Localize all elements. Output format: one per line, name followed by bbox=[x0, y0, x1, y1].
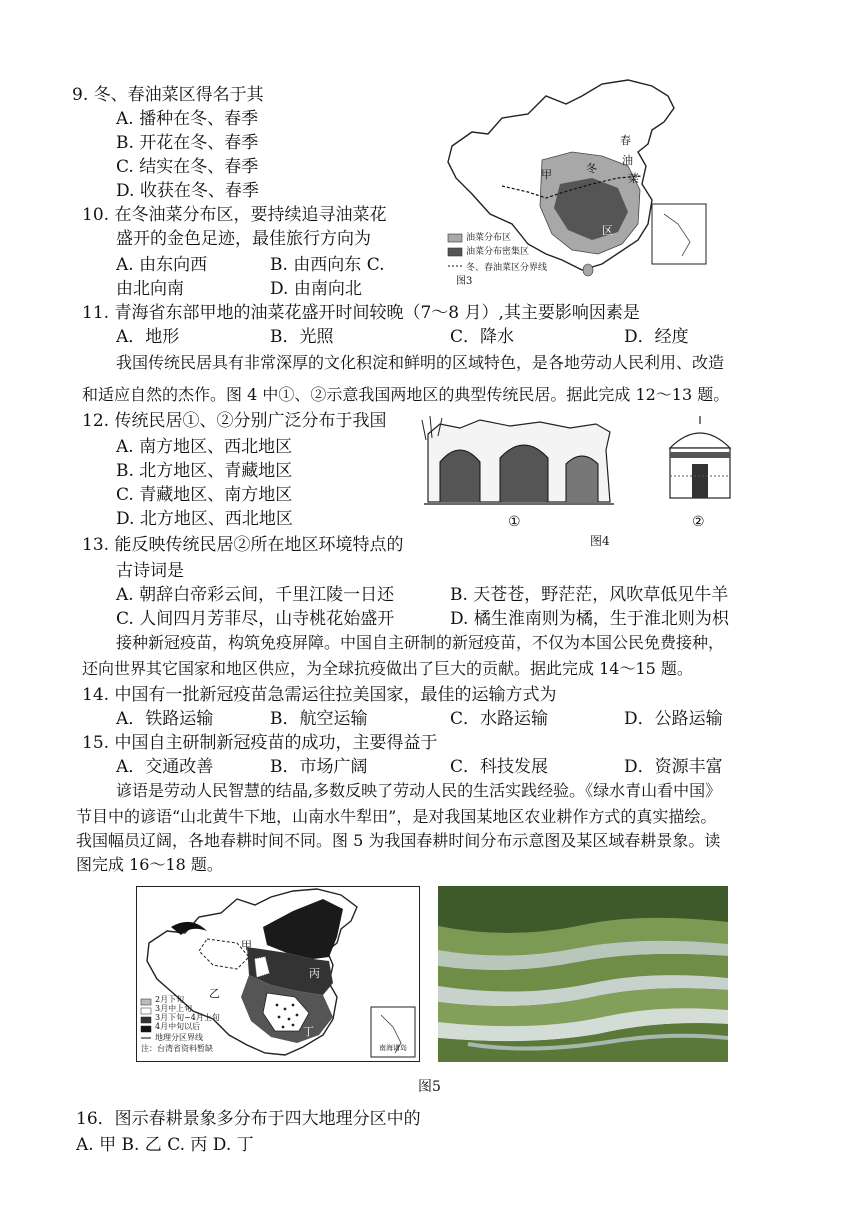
intro-16-18-line4: 图完成 16～18 题。 bbox=[76, 855, 223, 874]
fig4-label-1: ① bbox=[508, 514, 521, 530]
q10-option-b-c: B. 由西向东 C. bbox=[270, 255, 385, 275]
q14-option-d: D．公路运输 bbox=[624, 709, 723, 729]
terraced-fields-photo bbox=[438, 886, 728, 1062]
fig3-label-you: 油 bbox=[622, 154, 633, 167]
fig5-inset-label: 南海诸岛 bbox=[379, 1044, 407, 1052]
intro-12-13-line2: 和适应自然的杰作。图 4 中①、②示意我国两地区的典型传统民居。据此完成 12～13 题。 bbox=[82, 385, 730, 404]
q15-option-a: A．交通改善 bbox=[116, 757, 214, 777]
q13-option-a: A. 朝辞白帝彩云间，千里江陵一日还 bbox=[116, 585, 395, 605]
q13-stem-line1: 13. 能反映传统民居②所在地区环境特点的 bbox=[82, 535, 404, 555]
q16-options: A. 甲 B. 乙 C. 丙 D. 丁 bbox=[76, 1135, 254, 1155]
q11-option-c: C．降水 bbox=[450, 327, 515, 347]
q14-option-b: B．航空运输 bbox=[270, 709, 368, 729]
fig5-label-ding: 丁 bbox=[303, 1025, 314, 1038]
intro-14-15-line1: 接种新冠疫苗，构筑免疫屏障。中国自主研制的新冠疫苗，不仅为本国公民免费接种， bbox=[116, 633, 725, 652]
fig5-label-jia: 甲 bbox=[241, 939, 252, 952]
q13-stem-line2: 古诗词是 bbox=[116, 561, 184, 581]
fig5-legend-1: 2月下旬 bbox=[155, 995, 185, 1004]
fig4-label-2: ② bbox=[692, 514, 705, 530]
fig5-legend-3: 3月下旬~4月上旬 bbox=[155, 1013, 220, 1022]
q16-stem: 16．图示春耕景象多分布于四大地理分区中的 bbox=[76, 1109, 421, 1129]
figure-4 bbox=[420, 410, 740, 550]
q10-option-c: 由北向南 bbox=[116, 279, 184, 299]
q9-option-c: C. 结实在冬、春季 bbox=[116, 157, 259, 177]
q14-stem: 14. 中国有一批新冠疫苗急需运往拉美国家，最佳的运输方式为 bbox=[82, 685, 557, 705]
intro-16-18-line2: 节目中的谚语“山北黄牛下地，山南水牛犁田”，是对我国某地区农业耕作方式的真实描绘。 bbox=[76, 807, 717, 826]
fig3-label-cai: 菜 bbox=[628, 172, 639, 185]
q14-option-c: C．水路运输 bbox=[450, 709, 549, 729]
q14-option-a: A．铁路运输 bbox=[116, 709, 214, 729]
fig5-legend-5: 地理分区界线 bbox=[155, 1033, 203, 1042]
q11-option-a: A．地形 bbox=[116, 327, 180, 347]
q10-stem-line2: 盛开的金色足迹，最佳旅行方向为 bbox=[116, 229, 371, 249]
q10-option-a: A. 由东向西 bbox=[116, 255, 208, 275]
q10-stem-line1: 10. 在冬油菜分布区，要持续追寻油菜花 bbox=[82, 205, 387, 225]
q13-option-b: B. 天苍苍，野茫茫，风吹草低见牛羊 bbox=[450, 585, 729, 605]
fig5-legend-note: 注：台湾省资料暂缺 bbox=[141, 1044, 213, 1053]
fig3-label-qu: 区 bbox=[602, 224, 613, 237]
fig4-caption: 图4 bbox=[590, 534, 610, 548]
q12-option-a: A. 南方地区、西北地区 bbox=[116, 437, 293, 457]
fig3-label-chun: 春 bbox=[620, 134, 631, 147]
fig5-label-yi: 乙 bbox=[209, 987, 220, 1000]
q10-option-d: D. 由南向北 bbox=[270, 279, 362, 299]
q12-option-b: B. 北方地区、青藏地区 bbox=[116, 461, 293, 481]
q15-option-c: C．科技发展 bbox=[450, 757, 549, 777]
fig5-label-bing: 丙 bbox=[309, 967, 320, 980]
fig3-label-jia: 甲 bbox=[541, 168, 552, 181]
fig3-legend-dense: 油菜分布密集区 bbox=[466, 247, 530, 257]
intro-16-18-line3: 我国幅员辽阔，各地春耕时间不同。图 5 为我国春耕时间分布示意图及某区域春耕景象。读 bbox=[76, 831, 721, 850]
terraced-fields-image bbox=[438, 886, 728, 1062]
figure-3-map bbox=[442, 74, 714, 286]
fig5-legend-4: 4月中旬以后 bbox=[155, 1022, 201, 1031]
q9-stem: 9. 冬、春油菜区得名于其 bbox=[72, 85, 264, 105]
q15-stem: 15. 中国自主研制新冠疫苗的成功，主要得益于 bbox=[82, 733, 438, 753]
q12-option-d: D. 北方地区、西北地区 bbox=[116, 509, 293, 529]
q9-option-d: D. 收获在冬、春季 bbox=[116, 181, 259, 201]
fig5-caption: 图5 bbox=[418, 1079, 441, 1095]
fig5-legend-2: 3月中上旬 bbox=[155, 1004, 193, 1013]
q9-option-a: A. 播种在冬、春季 bbox=[116, 109, 259, 129]
yurt-drawing bbox=[660, 410, 740, 510]
q11-option-b: B．光照 bbox=[270, 327, 334, 347]
q11-option-d: D．经度 bbox=[624, 327, 689, 347]
q15-option-d: D．资源丰富 bbox=[624, 757, 723, 777]
fig3-label-dong: 冬 bbox=[586, 162, 597, 175]
q13-option-c: C. 人间四月芳菲尽，山寺桃花始盛开 bbox=[116, 609, 395, 629]
fig3-legend-distribution: 油菜分布区 bbox=[466, 233, 512, 243]
intro-14-15-line2: 还向世界其它国家和地区供应，为全球抗疫做出了巨大的贡献。据此完成 14～15 题。 bbox=[82, 659, 693, 678]
intro-12-13-line1: 我国传统民居具有非常深厚的文化积淀和鲜明的区域特色，是各地劳动人民利用、改造 bbox=[116, 353, 725, 372]
q11-stem: 11. 青海省东部甲地的油菜花盛开时间较晚（7～8 月）,其主要影响因素是 bbox=[82, 303, 640, 323]
figure-5-map bbox=[136, 886, 420, 1062]
q13-option-d: D. 橘生淮南则为橘，生于淮北则为枳 bbox=[450, 609, 729, 629]
fig3-legend-boundary: 冬、春油菜区分界线 bbox=[466, 263, 548, 273]
q9-option-b: B. 开花在冬、春季 bbox=[116, 133, 259, 153]
q12-stem: 12. 传统民居①、②分别广泛分布于我国 bbox=[82, 411, 387, 431]
fig3-caption: 图3 bbox=[456, 276, 473, 287]
q12-option-c: C. 青藏地区、南方地区 bbox=[116, 485, 293, 505]
intro-16-18-line1: 谚语是劳动人民智慧的结晶,多数反映了劳动人民的生活实践经验。《绿水青山看中国》 bbox=[116, 781, 722, 800]
q15-option-b: B．市场广阔 bbox=[270, 757, 368, 777]
